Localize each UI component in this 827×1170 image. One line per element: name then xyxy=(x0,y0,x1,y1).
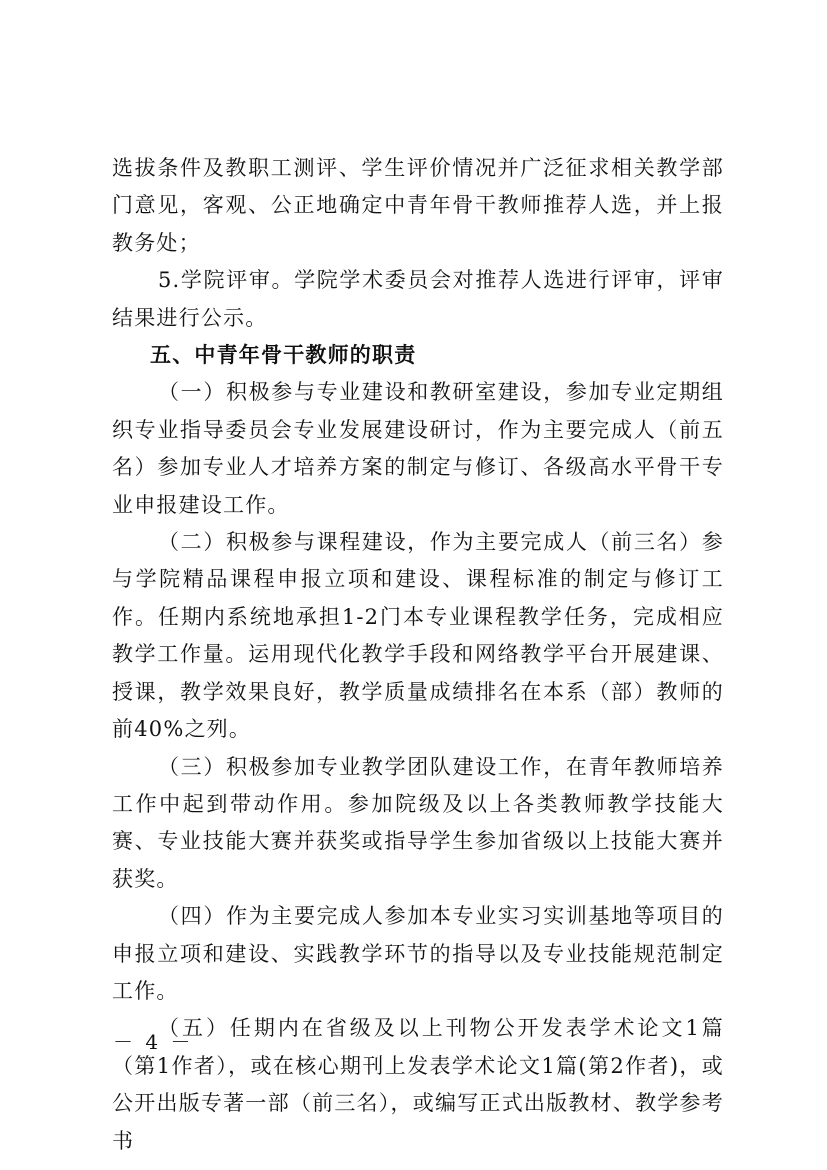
body-text xyxy=(112,150,724,1160)
paragraph-duty-3: （三）积极参加专业教学团队建设工作，在青年教师培养工作中起到带动作用。参加院级及以上各类教师教学技能大赛、专业技能大赛并获奖或指导学生参加省级以上技能大赛并获奖。 xyxy=(112,754,724,891)
page-number: － 4 － xyxy=(113,1030,194,1054)
paragraph-duty-5: （五）任期内在省级及以上刊物公开发表学术论文1篇（第1作者），或在核心期刊上发表学术论文1篇(第2作者)，或公开出版专著一部（前三名），或编写正式出版教材、教学参考书 xyxy=(112,1016,724,1153)
section-heading-duties: 五、中青年骨干教师的职责 xyxy=(150,343,417,368)
paragraph-continued: 选拔条件及教职工测评、学生评价情况并广泛征求相关教学部门意见，客观、公正地确定中青年骨干教师推荐人选，并上报教务处； xyxy=(112,156,724,255)
paragraph-duty-1: （一）积极参与专业建设和教研室建设，参加专业定期组织专业指导委员会专业发展建设研讨，作为主要完成人（前五名）参加专业人才培养方案的制定与修订、各级高水平骨干专业申报建设工作。 xyxy=(112,380,724,517)
paragraph-duty-2: （二）积极参与课程建设，作为主要完成人（前三名）参与学院精品课程申报立项和建设、课程标准的制定与修订工作。任期内系统地承担1-2门本专业课程教学任务，完成相应教学工作量。运用现代化教学手段和网络教学平台开展建课、授课，教学效果良好，教学质量成绩排名在本系（部）教师的前40%之列。 xyxy=(112,530,724,742)
paragraph-duty-4: （四）作为主要完成人参加本专业实习实训基地等项目的申报立项和建设、实践教学环节的指导以及专业技能规范制定工作。 xyxy=(112,904,724,1003)
paragraph-college-review: 5.学院评审。学院学术委员会对推荐人选进行评审，评审结果进行公示。 xyxy=(112,268,724,330)
